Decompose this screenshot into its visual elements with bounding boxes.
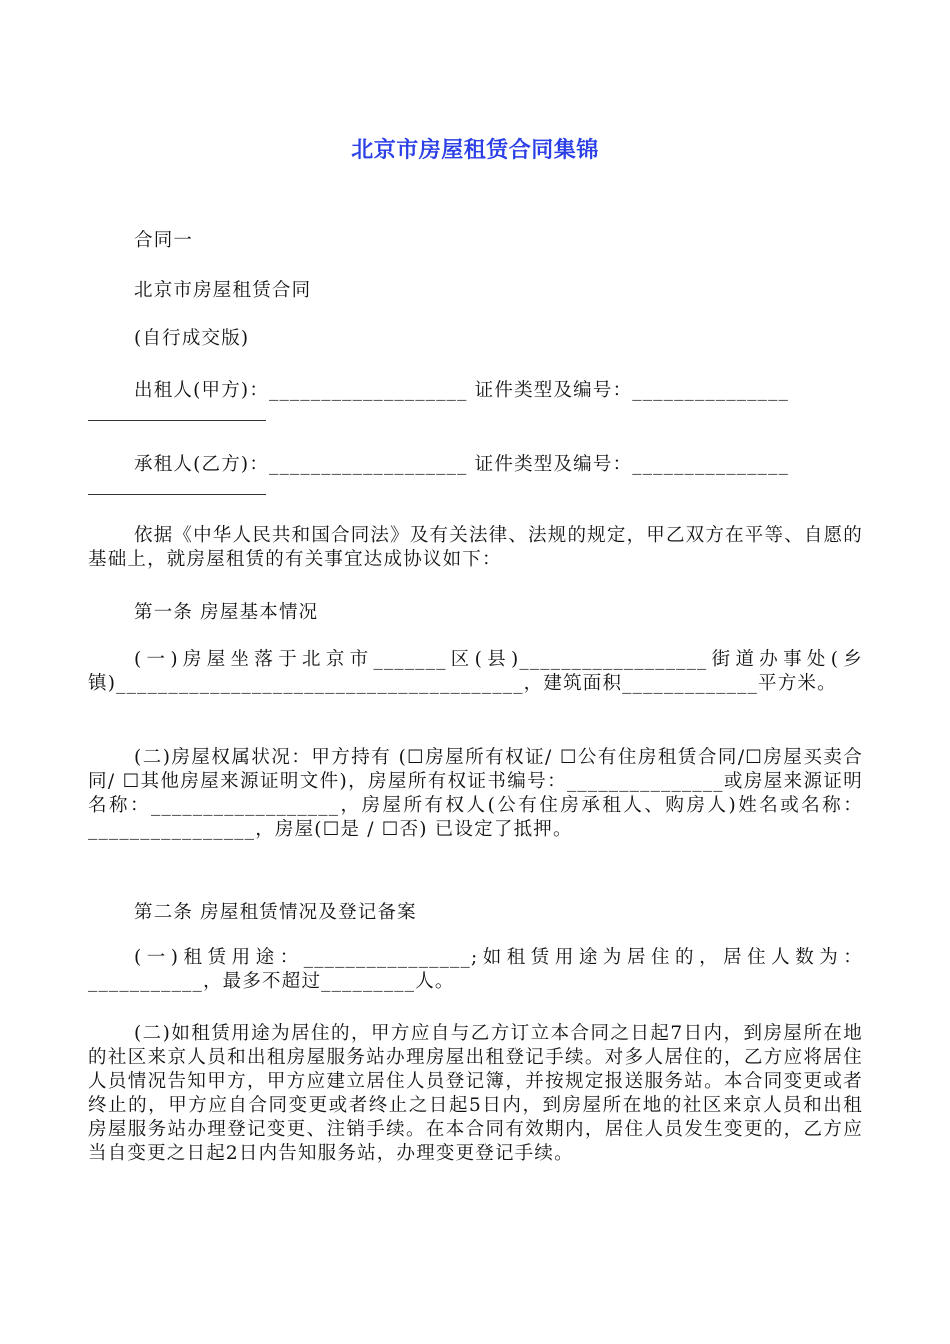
article-1-title: 第一条 房屋基本情况 [134,602,319,623]
lessee-id-blank-continued [88,494,266,495]
article-2-clause-1: (一)租赁用途：________________;如租赁用途为居住的，居住人数为：___________，最多不超过_________人。 [88,947,863,992]
article-2-clause-2: (二)如租赁用途为居住的，甲方应自与乙方订立本合同之日起7日内，到房屋所在地的社区来京人员和出租房屋服务站办理房屋出租登记手续。对多人居住的，乙方应将居住人员情况告知甲方，甲方应建立居住人员登记簿，并按规定报送服务站。本合同变更或者终止的，甲方应自合同变更或者终止之日起5日内，到房屋所在地的社区来京人员和出租房屋服务站办理登记变更、注销手续。在本合同有效期内，居住人员发生变更的，乙方应当自变更之日起2日内告知服务站，办理变更登记手续。 [88,1023,863,1164]
document-title: 北京市房屋租赁合同集锦 [351,138,599,163]
contract-name: 北京市房屋租赁合同 [134,280,312,301]
article-1-clause-1: (一)房屋坐落于北京市_______区(县)__________________街道办事处(乡镇)_______________________________________，建筑面积_____________平方米。 [88,649,863,694]
lessor-id-blank-continued [88,420,266,421]
contract-label: 合同一 [134,230,194,251]
lessor-line: 出租人(甲方)：___________________ 证件类型及编号：_______________ [134,380,790,401]
lessee-line: 承租人(乙方)：___________________ 证件类型及编号：_______________ [134,454,790,475]
intro-paragraph: 依据《中华人民共和国合同法》及有关法律、法规的规定，甲乙双方在平等、自愿的基础上，就房屋租赁的有关事宜达成协议如下： [88,525,863,570]
article-1-clause-2: (二)房屋权属状况：甲方持有 (☐房屋所有权证/ ☐公有住房租赁合同/☐房屋买卖合同/ ☐其他房屋来源证明文件)，房屋所有权证书编号：_______________或房屋来源证明名称：__________________，房屋所有权人(公有住房承租人、购房人)姓名或名称：________________，房屋(☐是 / ☐否) 已设定了抵押。 [88,747,863,840]
article-2-title: 第二条 房屋租赁情况及登记备案 [134,902,417,923]
edition-label: (自行成交版) [134,328,250,349]
